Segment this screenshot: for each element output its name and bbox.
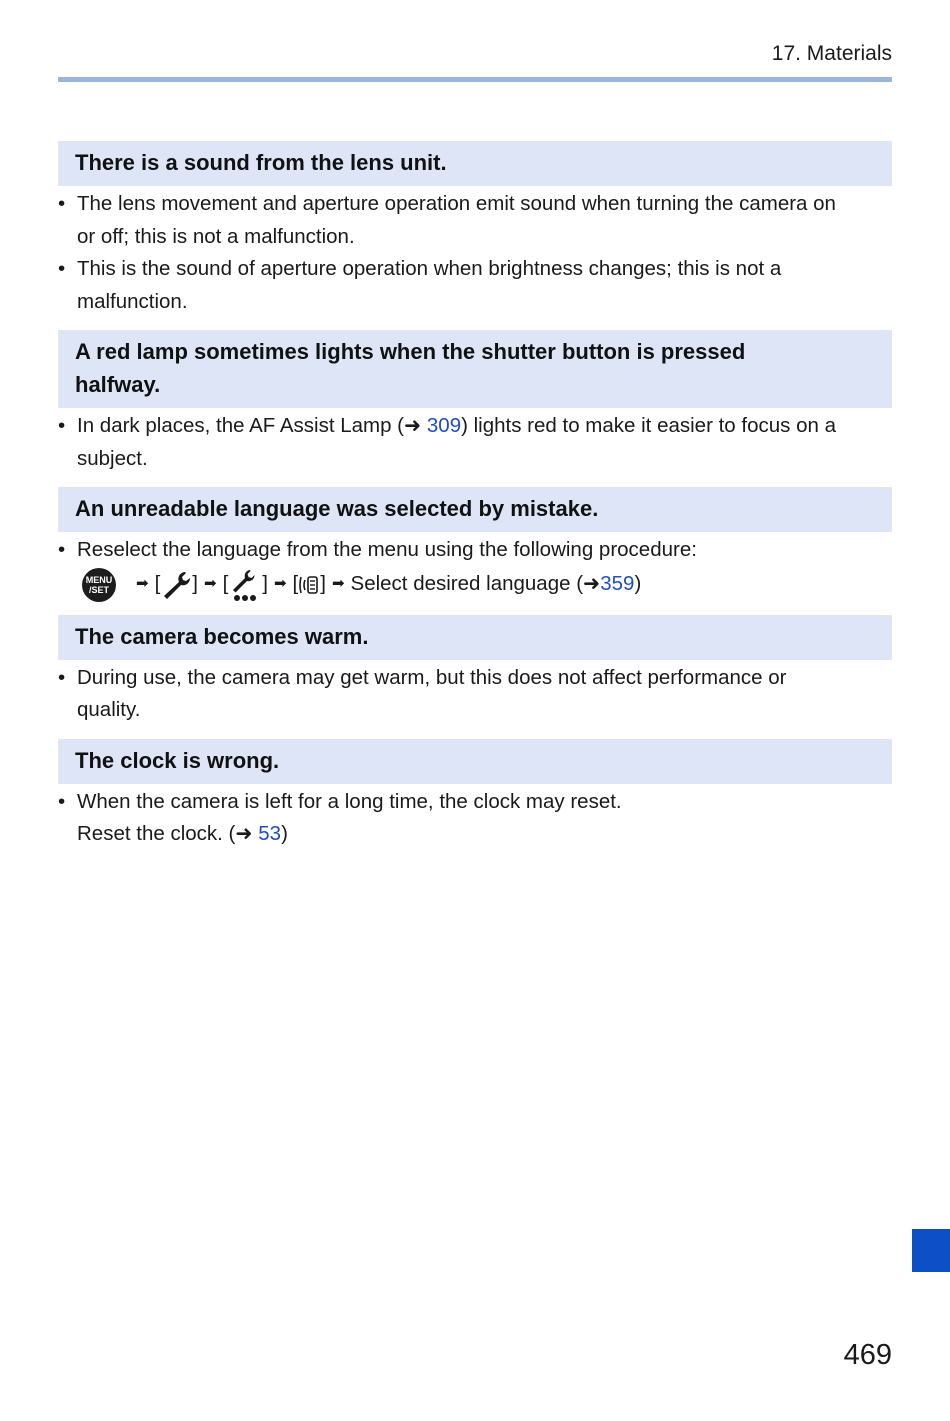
menu-text: ) (634, 572, 642, 596)
wrench-icon (160, 570, 192, 600)
list-item (58, 786, 892, 851)
page-content (58, 141, 892, 863)
heading-text: halfway. (75, 372, 161, 397)
reference-arrow-icon: ➜ (404, 414, 427, 437)
bullet-text: During use, the camera may get warm, but this does not affect performance or (77, 665, 787, 689)
language-icon (298, 573, 320, 597)
reference-arrow-icon: ➜ (583, 572, 601, 596)
section-heading: The clock is wrong. (58, 739, 892, 784)
step-arrow-icon: ➡ (273, 575, 287, 593)
page-number: 469 (843, 1339, 892, 1371)
step-arrow-icon: ➡ (331, 575, 345, 593)
bullet-text: ) (281, 822, 288, 845)
step-arrow-icon: ➡ (203, 575, 217, 593)
section-heading: There is a sound from the lens unit. (58, 141, 892, 186)
chapter-title: 17. Materials (771, 42, 892, 65)
step-arrow-icon: ➡ (136, 575, 149, 593)
page-link-309[interactable]: 309 (426, 414, 462, 437)
bracket: [ (292, 572, 299, 596)
bullet-text: malfunction. (77, 289, 188, 313)
bracket: [ (222, 572, 229, 596)
section-camera-warm (58, 615, 892, 727)
chapter-side-tab[interactable] (912, 1229, 950, 1272)
bullet-marker: • (58, 257, 66, 280)
section-lens-sound (58, 141, 892, 318)
bracket: ] (262, 572, 268, 596)
bullet-text: quality. (77, 698, 141, 721)
bracket: ] (192, 572, 198, 596)
list-item (58, 188, 892, 253)
list-item (58, 662, 892, 727)
bullet-marker: • (58, 789, 66, 813)
list-item (58, 253, 892, 318)
bracket: ] (320, 572, 326, 596)
header-rule (58, 77, 892, 82)
heading-text: A red lamp sometimes lights when the shutter button is pressed (75, 339, 746, 364)
bullet-text: Reselect the language from the menu using the following procedure: (77, 538, 697, 561)
wrench-dots-icon (228, 568, 262, 602)
bullet-text: In dark places, the AF Assist Lamp ( (77, 414, 405, 437)
section-heading (58, 330, 892, 408)
bullet-text: ) lights red to make it easier to focus on a (461, 414, 836, 437)
bullet-marker: • (58, 192, 66, 215)
bullet-text: subject. (77, 446, 148, 470)
menu-procedure (58, 567, 892, 603)
page-link-359[interactable]: 359 (600, 572, 635, 596)
bullet-text: Reset the clock. ( (77, 822, 236, 845)
bullet-text: When the camera is left for a long time, the clock may reset. (77, 789, 622, 813)
section-red-lamp (58, 330, 892, 475)
menu-set-button-icon: MENU /SET (82, 568, 116, 602)
section-heading: The camera becomes warm. (58, 615, 892, 660)
page-link-53[interactable]: 53 (258, 822, 282, 845)
bullet-marker: • (58, 414, 66, 437)
bracket: [ (154, 572, 161, 596)
section-language (58, 487, 892, 603)
bullet-marker: • (58, 538, 66, 561)
bullet-marker: • (58, 665, 66, 689)
menu-text: Select desired language ( (350, 572, 584, 596)
list-item (58, 534, 892, 567)
section-clock-wrong (58, 739, 892, 851)
bullet-text: The lens movement and aperture operation emit sound when turning the camera on (77, 192, 836, 215)
list-item (58, 410, 892, 475)
section-heading: An unreadable language was selected by mistake. (58, 487, 892, 532)
bullet-text: or off; this is not a malfunction. (77, 224, 355, 248)
reference-arrow-icon: ➜ (235, 822, 259, 845)
bullet-text: This is the sound of aperture operation when brightness changes; this is not a (77, 257, 782, 280)
